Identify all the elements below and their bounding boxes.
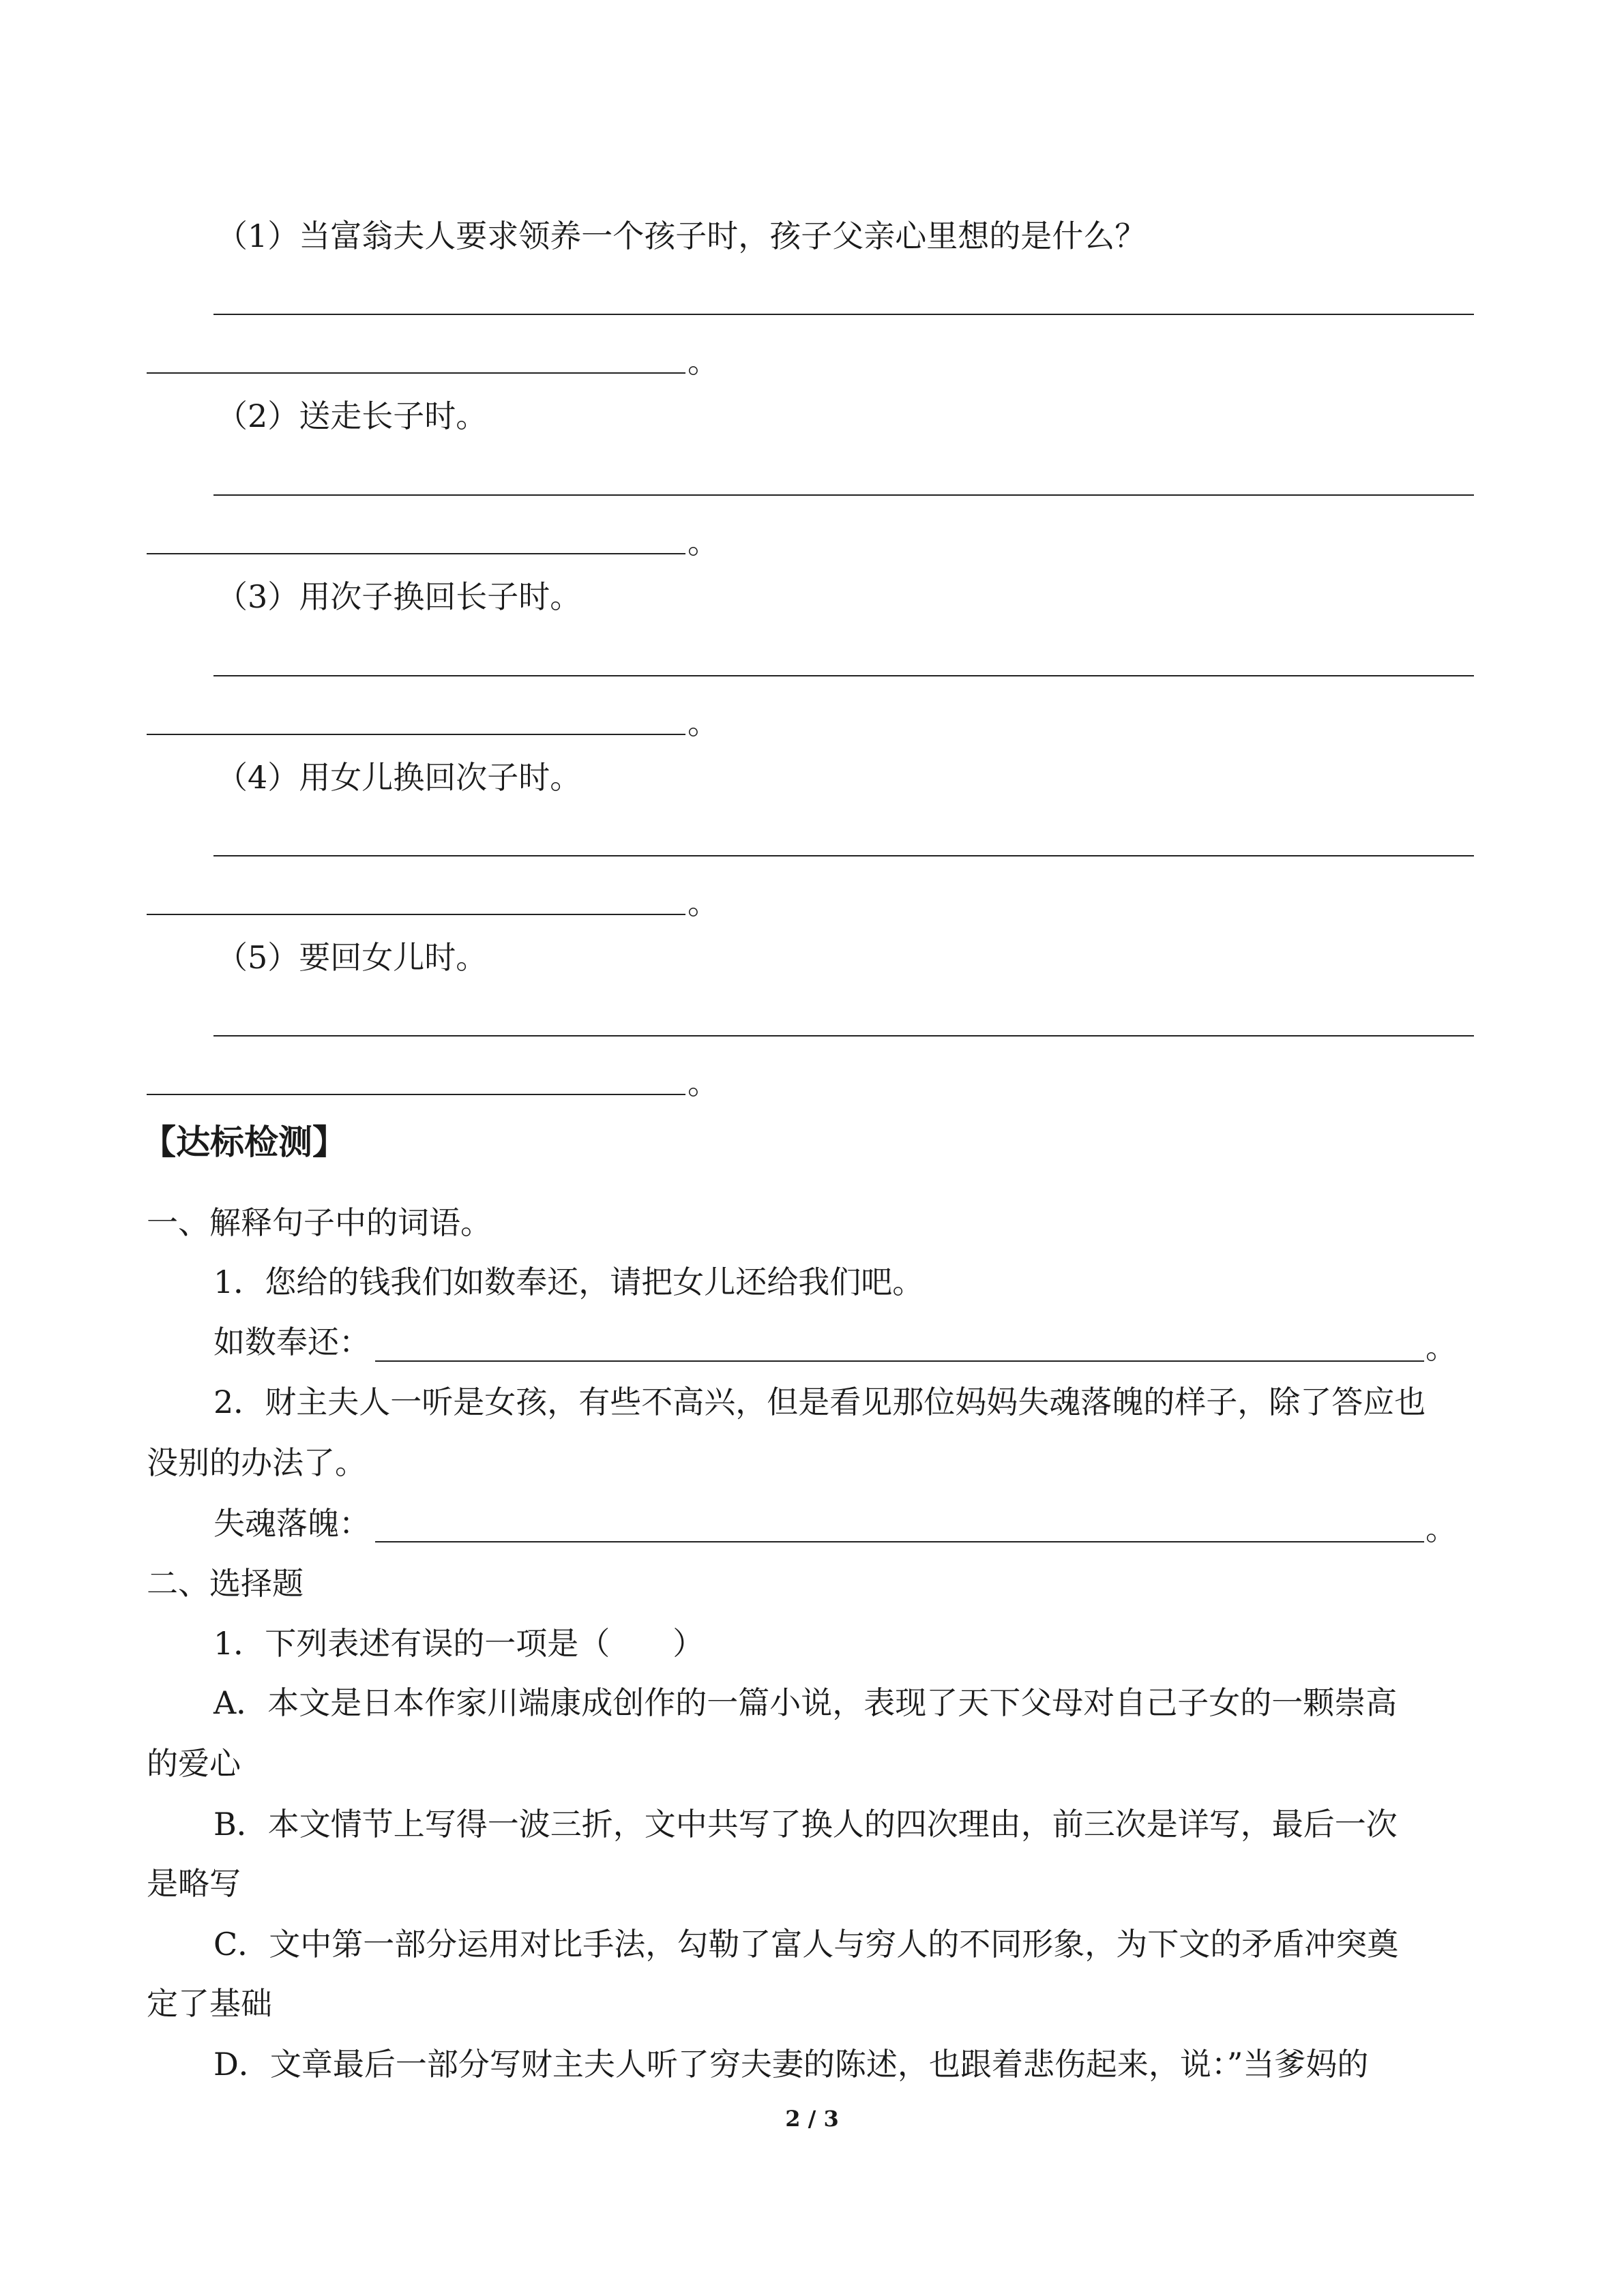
vocab-term-1: 如数奉还： [213,1324,370,1360]
option-c-line2: 定了基础 [147,1985,272,2022]
answer-line-2a[interactable] [213,494,1474,496]
vocab-question-1: 1．您给的钱我们如数奉还，请把女儿还给我们吧。 [213,1264,924,1300]
vocab-answer-line-2[interactable] [375,1541,1424,1542]
page-number: 2 / 3 [785,2106,839,2132]
answer-end-mark: 。 [688,1064,719,1101]
answer-end-mark: 。 [688,524,719,561]
option-a-line1: A．本文是日本作家川端康成创作的一篇小说，表现了天下父母对自己子女的一颗崇高 [213,1684,1398,1721]
vocab-answer-line-1[interactable] [375,1360,1424,1362]
question-4: （4）用女儿换回次子时。 [216,759,582,796]
vocab-heading: 一、解释句子中的词语。 [147,1204,492,1241]
option-b-line2: 是略写 [147,1865,241,1902]
answer-line-5b[interactable] [147,1094,685,1095]
answer-line-2b[interactable] [147,553,685,554]
answer-line-4b[interactable] [147,914,685,915]
option-c-line1: C．文中第一部分运用对比手法，勾勒了富人与穷人的不同形象，为下文的矛盾冲突奠 [213,1926,1399,1963]
question-3: （3）用次子换回长子时。 [216,578,582,615]
answer-line-5a[interactable] [213,1035,1474,1037]
vocab-question-2-line2: 没别的办法了。 [147,1444,366,1481]
vocab-question-2-line1: 2．财主夫人一听是女孩，有些不高兴，但是看见那位妈妈失魂落魄的样子，除了答应也 [213,1384,1426,1420]
answer-end-mark: 。 [1426,1510,1457,1547]
answer-end-mark: 。 [1426,1329,1457,1366]
vocab-term-2: 失魂落魄： [213,1505,370,1542]
option-b-line1: B．本文情节上写得一波三折，文中共写了换人的四次理由，前三次是详写，最后一次 [213,1806,1398,1843]
answer-end-mark: 。 [688,884,719,921]
answer-line-3a[interactable] [213,675,1474,676]
choice-heading: 二、选择题 [147,1565,304,1602]
option-a-line2: 的爱心 [147,1745,241,1782]
answer-line-4a[interactable] [213,855,1474,856]
option-d-line1: D．文章最后一部分写财主夫人听了穷夫妻的陈述，也跟着悲伤起来，说：”当爹妈的 [213,2046,1369,2083]
answer-line-3b[interactable] [147,734,685,735]
question-5: （5）要回女儿时。 [216,939,488,976]
answer-end-mark: 。 [688,343,719,380]
answer-end-mark: 。 [688,704,719,741]
question-1: （1）当富翁夫人要求领养一个孩子时，孩子父亲心里想的是什么？ [216,218,1147,254]
section-title: 【达标检测】 [142,1122,346,1162]
answer-line-1a[interactable] [213,314,1474,315]
choice-question-1: 1．下列表述有误的一项是（ ） [213,1625,705,1662]
question-2: （2）送走长子时。 [216,398,488,434]
answer-line-1b[interactable] [147,372,685,374]
